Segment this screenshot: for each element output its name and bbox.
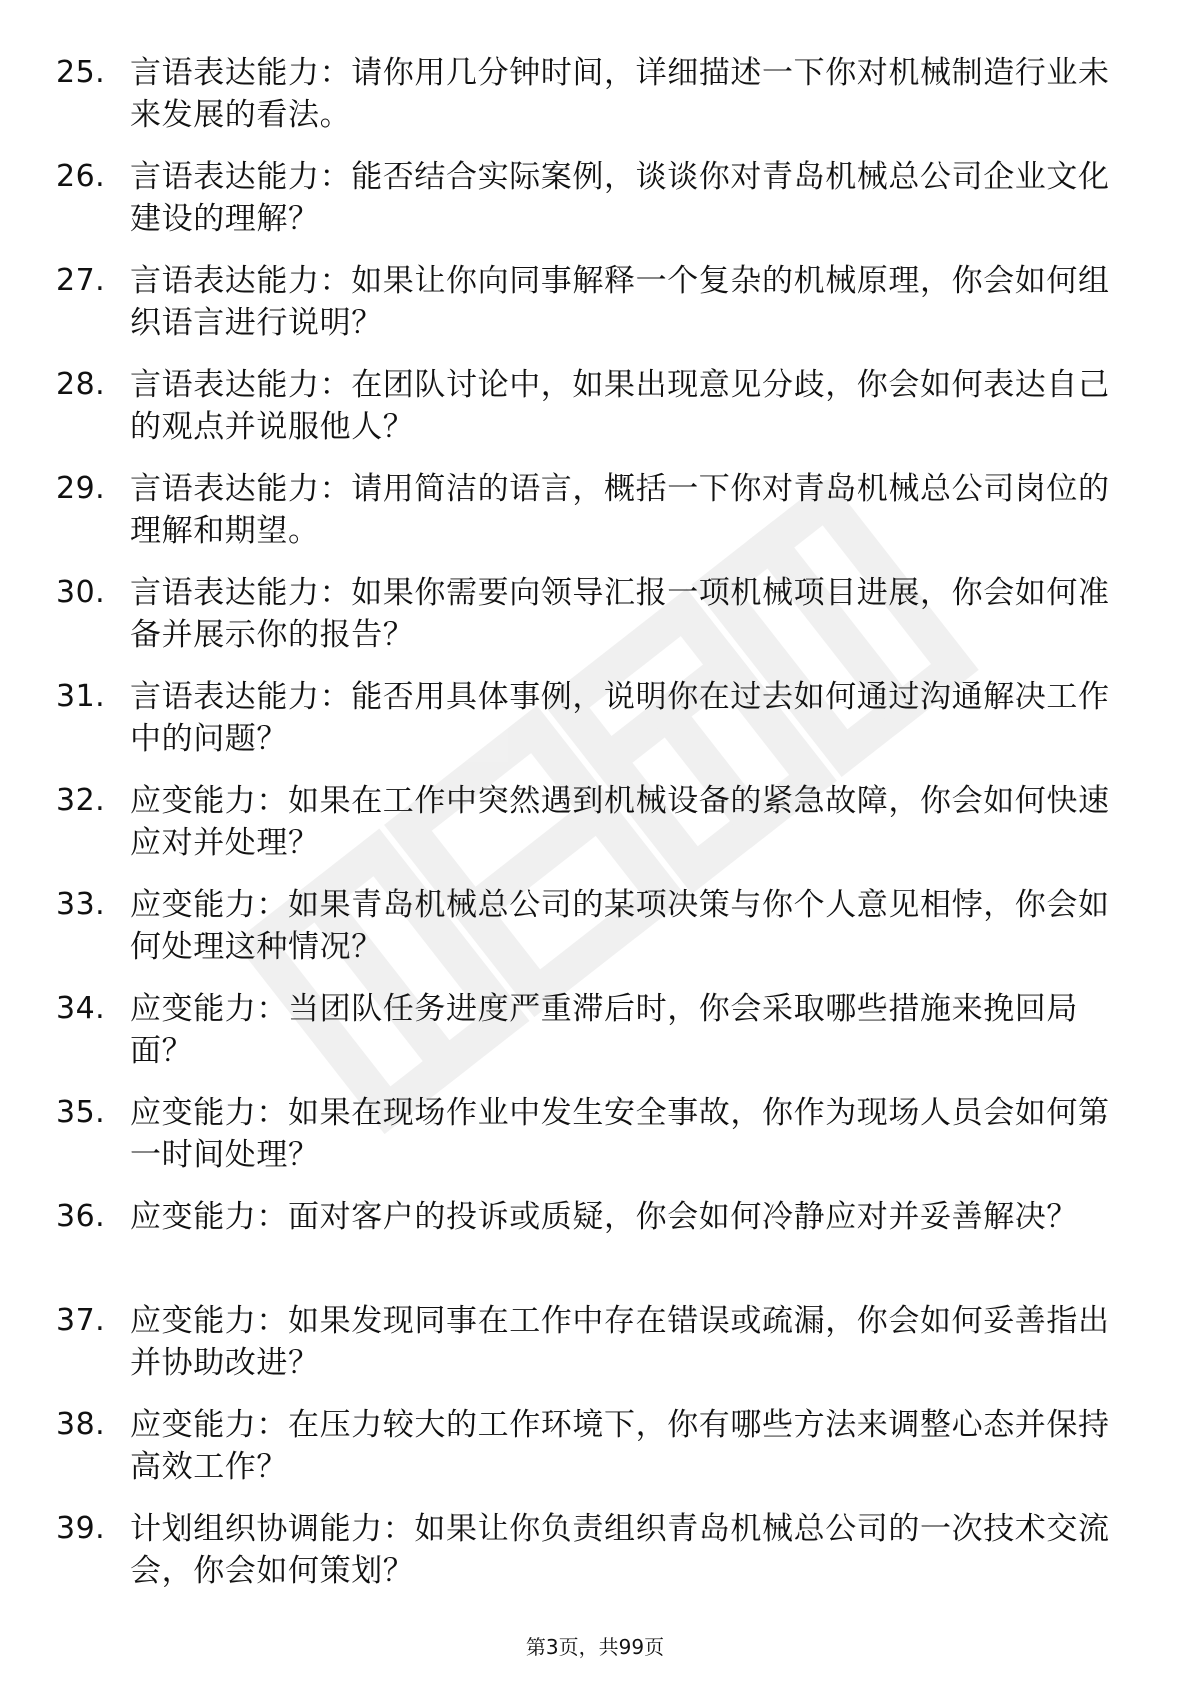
question-item [56, 468, 1116, 572]
question-item [56, 1508, 1116, 1612]
question-number: 32. [56, 783, 106, 818]
question-item [56, 364, 1116, 468]
question-item [56, 988, 1116, 1092]
question-text: 言语表达能力：如果你需要向领导汇报一项机械项目进展，你会如何准备并展示你的报告？ [130, 575, 1110, 653]
question-number: 28. [56, 367, 106, 402]
question-item [56, 572, 1116, 676]
question-item [56, 1404, 1116, 1508]
question-number: 27. [56, 263, 106, 298]
question-number: 30. [56, 575, 106, 610]
question-number: 34. [56, 991, 106, 1026]
question-list [56, 52, 1116, 1612]
question-text: 言语表达能力：能否结合实际案例，谈谈你对青岛机械总公司企业文化建设的理解？ [130, 159, 1110, 237]
question-number: 37. [56, 1303, 106, 1338]
question-text: 应变能力：如果发现同事在工作中存在错误或疏漏，你会如何妥善指出并协助改进？ [130, 1303, 1110, 1381]
question-number: 31. [56, 679, 106, 714]
question-item [56, 1300, 1116, 1404]
question-number: 26. [56, 159, 106, 194]
question-text: 应变能力：如果在工作中突然遇到机械设备的紧急故障，你会如何快速应对并处理？ [130, 783, 1110, 861]
question-number: 39. [56, 1511, 106, 1546]
question-text: 应变能力：面对客户的投诉或质疑，你会如何冷静应对并妥善解决？ [130, 1199, 1078, 1235]
question-text: 计划组织协调能力：如果让你负责组织青岛机械总公司的一次技术交流会，你会如何策划？ [130, 1511, 1110, 1589]
question-text: 言语表达能力：如果让你向同事解释一个复杂的机械原理，你会如何组织语言进行说明？ [130, 263, 1110, 341]
question-number: 35. [56, 1095, 106, 1130]
question-item [56, 884, 1116, 988]
question-text: 言语表达能力：请你用几分钟时间，详细描述一下你对机械制造行业未来发展的看法。 [130, 55, 1110, 133]
question-number: 38. [56, 1407, 106, 1442]
question-text: 应变能力：当团队任务进度严重滞后时，你会采取哪些措施来挽回局面？ [130, 991, 1078, 1069]
question-number: 25. [56, 55, 106, 90]
page-footer [0, 1634, 1190, 1660]
question-item [56, 52, 1116, 156]
question-text: 言语表达能力：在团队讨论中，如果出现意见分歧，你会如何表达自己的观点并说服他人？ [130, 367, 1110, 445]
question-number: 36. [56, 1199, 106, 1234]
question-item [56, 780, 1116, 884]
question-item [56, 260, 1116, 364]
question-item [56, 676, 1116, 780]
question-text: 言语表达能力：能否用具体事例，说明你在过去如何通过沟通解决工作中的问题？ [130, 679, 1110, 757]
page-number-label: 第3页，共99页 [525, 1635, 665, 1659]
question-item [56, 1196, 1116, 1300]
question-item [56, 156, 1116, 260]
question-text: 应变能力：在压力较大的工作环境下，你有哪些方法来调整心态并保持高效工作？ [130, 1407, 1110, 1485]
question-text: 言语表达能力：请用简洁的语言，概括一下你对青岛机械总公司岗位的理解和期望。 [130, 471, 1110, 549]
question-number: 33. [56, 887, 106, 922]
question-text: 应变能力：如果在现场作业中发生安全事故，你作为现场人员会如何第一时间处理？ [130, 1095, 1110, 1173]
question-item [56, 1092, 1116, 1196]
question-number: 29. [56, 471, 106, 506]
question-text: 应变能力：如果青岛机械总公司的某项决策与你个人意见相悖，你会如何处理这种情况？ [130, 887, 1110, 965]
